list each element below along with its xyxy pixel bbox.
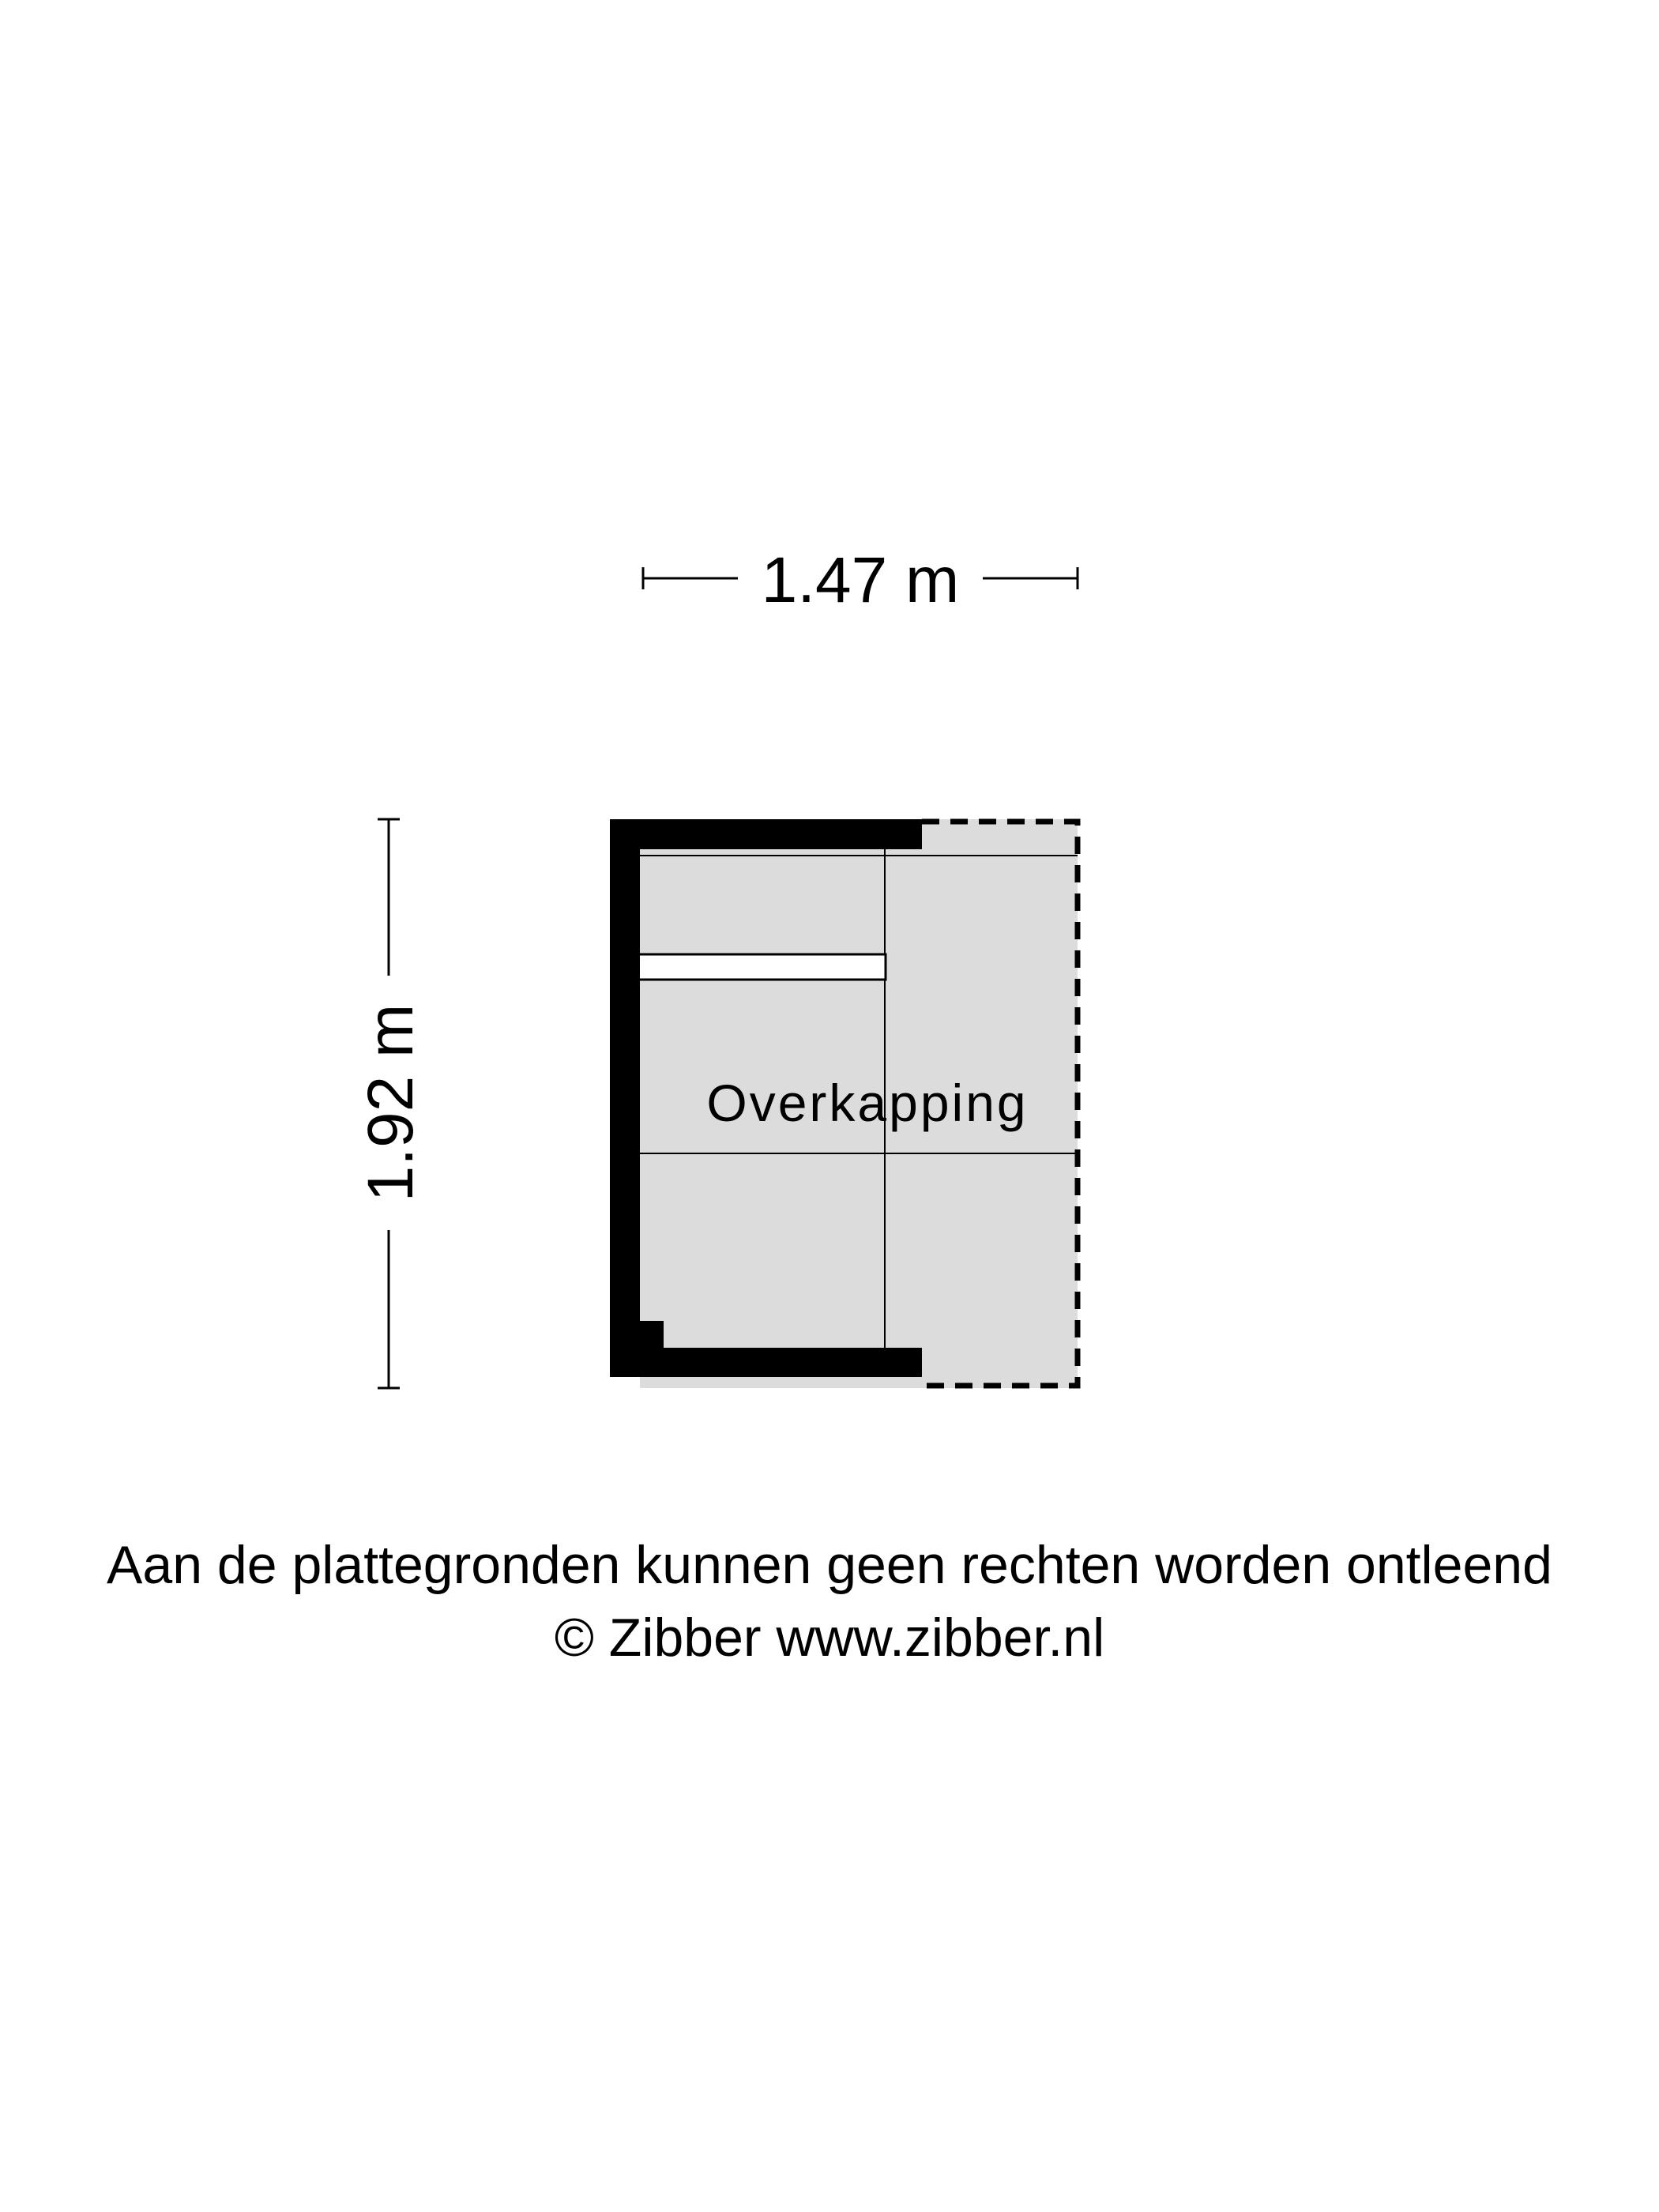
room-overkapping [610, 819, 1078, 1388]
room-label: Overkapping [706, 1074, 1029, 1132]
disclaimer-text: Aan de plattegronden kunnen geen rechten worden ontleend [107, 1535, 1552, 1595]
width-dimension-label: 1.47 m [761, 544, 960, 616]
copyright-text: © Zibber www.zibber.nl [554, 1608, 1105, 1668]
height-dimension [355, 819, 427, 1388]
footer [0, 1529, 1659, 1674]
beam [638, 954, 886, 980]
width-dimension [643, 544, 1078, 616]
height-dimension-label: 1.92 m [355, 1003, 427, 1202]
